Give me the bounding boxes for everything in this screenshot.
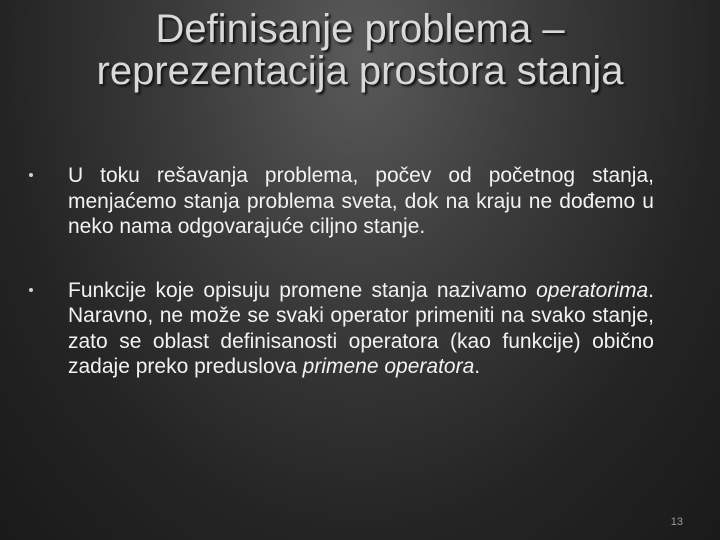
bullet-item-state-change xyxy=(24,163,654,240)
bullet-text: U toku rešavanja problema, počev od početnog stanja, menjaćemo stanja problema sveta, dok na kraju ne dođemo u neko nama odgovarajuće ciljno stanje. xyxy=(68,164,654,238)
slide-number: 13 xyxy=(670,516,683,528)
operators-term: operatorima xyxy=(536,278,649,302)
operator-application-term: primene operatora xyxy=(302,355,475,378)
bullet-item-operators xyxy=(24,278,654,380)
slide-title-line-1: Definisanje problema – xyxy=(155,7,565,51)
bullet-dot-icon xyxy=(29,288,33,292)
bullet-text-segment: Funkcije koje opisuju promene stanja nazivamo xyxy=(68,278,537,302)
slide-title-line-2: reprezentacija prostora stanja xyxy=(96,49,624,93)
bullet-text-segment: . xyxy=(474,355,481,378)
bullet-text xyxy=(68,278,654,380)
bullet-text-segment: . Naravno, ne može se svaki operator primeniti na svako stanje, zato se oblast definisanosti operatora (kao funkcije) obično zadaje preko preduslova xyxy=(68,278,654,378)
slide-title xyxy=(0,8,720,92)
bullet-list xyxy=(24,163,654,418)
bullet-dot-icon xyxy=(29,173,33,177)
